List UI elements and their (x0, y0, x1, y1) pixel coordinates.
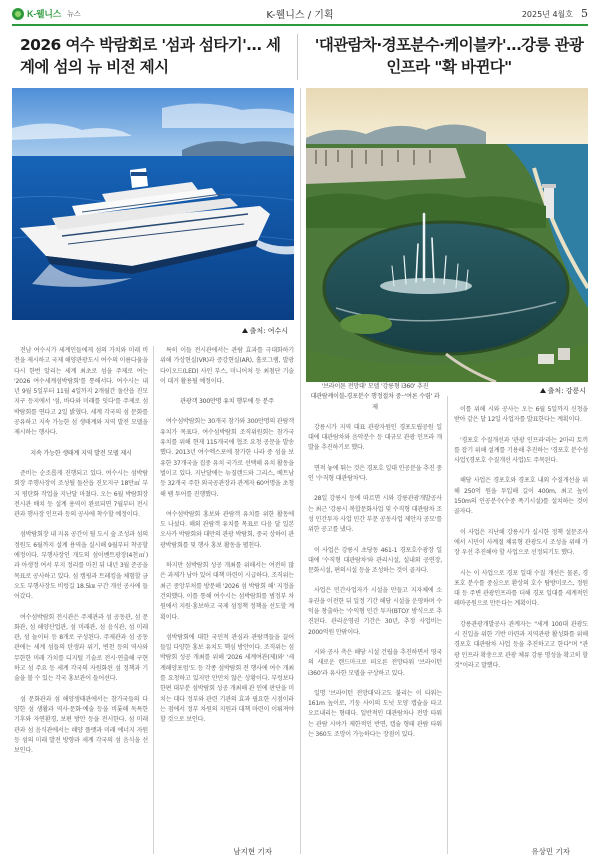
right-photo-caption (540, 386, 586, 396)
paragraph: 여수섬박람회 전시관은 주제관과 섬 공동관, 섬 문화관, 섬 해양산업관, 섬 미래관, 섬 음식관, 섬 미래관, 섬 놀이터 등 8개로 구성된다. 주제관과 섬 공동관에는 세계 섬들의 탄생과 위기, 변천 등의 역사와 무한한 미래 가치를 디지털 기술로 전시·연출해 구현하고 섬 주요 등 세계 각국의 자원화된 섬 정책과 기술을 볼 수 있는 각국 홍보관이 들어선다. (14, 613, 148, 683)
paragraph: 섬박람회에 대한 국민적 관심과 관람객들을 끌어들일 다양한 홍보 유치도 핵심 방안이다. 조직위는 섬박람회 성공 개최를 위해 '2026 세계여관(제)와' '세계해양포럼'도 등 각종 섬박람회 전 행사에 여수 개최를 요청하고 있지만 만만치 않은 상황이다. 부렁보다 한편 대부분 섬박람회 성공 개최해 관 인에 판단을 미치는 대다 정부와 관련 기관의 효과 필요한 시점이라는 점에서 정부 차원의 지원과 대책 마련이 이뤄져야 할 것으로 보인다. (160, 633, 294, 724)
paragraph: 준비는 순조롭게 진행되고 있다. 여수시는 섬박람회장 주행사장이 조성될 돌산읍 진모지구 18만㎡ 부지 평탄화 작업을 지난달 마쳤다. 오는 6월 박람회장 전시관 배치 등 설계 용역이 완료되면 7월부터 전시관과 행사장 인프라 등의 공사에 착수할 예정이다. (14, 469, 148, 519)
caption-triangle-icon (242, 328, 248, 333)
page-number: 5 (581, 7, 588, 20)
right-caption-text: 출처: 강릉시 (547, 387, 586, 395)
left-article-col-2 (160, 346, 294, 844)
paragraph: 하지만 섬박람회 성공 개최를 위해서는 여전히 많은 과제가 남아 있어 대책 마련이 시급하다. 조직위는 최근 중앙부처를 방문해 '2026 섬 박람회 해' 지정을 건의했다. 이를 통해 여수시는 섬박람회를 범정부 차원에서 지원·홍보하고 국제 섬정책 정책을 선도할 계획이다. (160, 562, 294, 621)
paragraph: 일명 '브라이턴 전망대'라고도 불리는 이 타워는 161m 높이로, 기둥 사이의 도넛 모양 캡슐을 타고 오르내리는 형태다. 일반적인 대관람차나 전망 타워는 관람 시야가 제한적인 반면, 캡슐 형태 관람 타워는 360도 조망이 가능하다는 장점이 있다. (308, 689, 442, 739)
paragraph: 시는 이 사업으로 경포 일대 수질 개선은 물론, 경포호 분수를 중심으로 환상의 호수 탐방미로스, 정원대 등 주변 관광인프라를 더해 경포 일대를 세계적인 테마공원으로 만든다는 계획이다. (454, 569, 588, 608)
caption-triangle-icon (540, 388, 546, 393)
logo-sub: 뉴스 (67, 10, 81, 18)
paragraph: 시와 공사 측은 해당 시설 건립을 추진하면서 영국의 새로운 랜드마크로 떠오른 전망타워 '브라이턴 i360'과 유사한 모델을 구상하고 있다. (308, 648, 442, 677)
subheading: 지속 가능한 생태계 지역 발전 모델 제시 (30, 449, 132, 457)
masthead (12, 6, 588, 22)
paragraph: 특히 이들 전시관에서는 관람 효과를 극대화하기 위해 가상현실(VR)과 증강현실(AR), 홀로그램, 발광다이오드(LED) 사인 부스, 미니어처 등 최첨단 기술이 대거 활용될 예정이다. (160, 347, 294, 385)
column-divider (447, 396, 448, 854)
paragraph: 이를 위해 시와 공사는 오는 6월 5일까지 신청을 받아 같은 달 12일 사업자를 발표한다는 계획이다. (454, 406, 588, 424)
left-byline: 남지현 기자 (233, 847, 272, 856)
paragraph: 28일 강릉시 등에 따르면 시와 강릉관광개발공사는 최근 '강릉시 복합문화사업 및 수직형 대관람차 조성 민간투자 사업 민간 부문 공동사업 제안자 공모'를 위한 공고를 냈다. (308, 495, 442, 534)
paragraph: 사업은 민간사업자가 시설을 만들고 지자체에 소유권을 이전한 뒤 일정 기간 해당 시설을 운영하며 수익을 창출하는 '수익형 민간 투자(BTO)' 방식으로 추진된다. 관리운영권 기간은 30년, 추정 사업비는 2000억원 안팎이다. (308, 587, 442, 636)
paragraph: 여수섬박람회는 30개국 참가와 300만명의 관람객 유치가 목표다. 여수섬박람회 조직위원회는 참가국 유치를 위해 현재 115개국에 협조 요청 공문을 발송했다. 2013년 여수엑스포에 참가한 나라 중 섬을 보유한 37개국을 집중 유치 국가로 선택해 유치 활동을 벌이고 있다. 지난달에는 뉴질랜드와 그리스, 베트남 등 32개국 주한 외국공관장과 관계자 60여명을 초청해 팸 투어를 진행했다. (160, 418, 294, 498)
dateline (522, 7, 588, 20)
section-title: K-웰니스 / 기획 (266, 10, 334, 21)
issue-date: 2025년 4월호 (521, 10, 573, 19)
left-headline: 2026 여수 박람회로 '섬과 섬타기'… 세계에 섬의 뉴 비전 제시 (20, 36, 281, 76)
right-article-col-1 (308, 382, 442, 844)
headline-divider (297, 34, 298, 80)
paragraph: 강릉시가 지역 대표 관광자원인 경포도립공원 일대에 대관람차와 음악분수 등 대규모 관광 인프라 개발을 추진하기로 했다. (308, 423, 442, 452)
paragraph: 여수섬박람회 홍보와 관람객 유치를 위한 활동에도 나섰다. 해외 관람객 유치를 목표로 다음 달 일본 오사카 박람회와 대만의 관광 박람회, 중국 상하이 관광박람회를 및 행사 홍보 활동을 펼친다. (160, 510, 294, 549)
cruise-ship-photo (12, 88, 294, 320)
right-byline: 유상민 기자 (531, 847, 570, 856)
paragraph: 이 사업은 강릉시 초당동 461-1 경포호수광장 일대에 '수직형 대관람차'와 관리시설, 실내외 공연장, 문화시설, 편의시설 등을 조성하는 것이 골자다. (308, 546, 442, 575)
subheading: 관광객 300만명 유치 행부에 등 분주 (180, 398, 274, 406)
paragraph: 전남 여수시가 세계인들에게 섬의 가치와 미래 비전을 제시하고 국제 해양관광도시 여수의 이름다움을 다시 한번 알리는 세계 최초로 섬을 주제로 여는 '2026 여수세계섬박람회'를 통해서다. 여수시는 내년 9월 5일부터 11월 4일까지 2개월간 돌산읍 진모지구 등지에서 '섬, 바다와 미래를 잇다'를 주제로 섬박람회를 연다고 2일 밝혔다. 세계 각국의 섬 문화를 공유하고 지속 가능한 섬 생태계와 지역 발전 모델을 제시하는 행사다. (14, 347, 148, 437)
left-photo-caption (242, 326, 288, 336)
paragraph: 해당 사업은 경포호와 경포호 내외 수질개선을 위해 250억 원을 투입해 길이 400m, 최고 높이 150m의 인공분수(수중 폭기시설)를 설치하는 것이 골자다. (454, 477, 588, 516)
subheading: 대관람케이블-경포분수 행정절차 중··'여론 수렴' 과제 (310, 393, 440, 411)
header-rule (12, 24, 588, 26)
right-article-col-2 (454, 405, 588, 845)
paragraph: 면적 놓에 뛰는 것은 경포호 일대 인공분을 추진 중인 '수직형 대관람차'다. (308, 464, 442, 483)
paragraph: '경포호 수질개선과 '관광 인프라'라는 2마리 토끼를 잡기 위해 설계를 기용해 추진하는 '경포호 분수섬사업'(경포호 수질개선 사업)도 주목된다. (454, 436, 588, 465)
left-article-col-1 (14, 346, 148, 854)
paragraph: 강릉관광개발공사 관계자는 "세계 100대 관광도시 진입을 위한 기반 마련과 지역관광 활성화를 위해 경포호 대관람차 사업 등을 추진하고고 한다"며 "관광 인프라 확충으로 관광 체류 강릉 명성을 확고히 할 것"이라고 말했다. (454, 620, 588, 669)
fountain-lake-photo (306, 88, 588, 382)
right-headline: '대관람차·경포분수·케이블카'…강릉 관광 인프라 "확 바뀐다" (314, 36, 584, 76)
column-divider (153, 346, 154, 854)
article-divider (300, 88, 301, 854)
paragraph: 섬박람회장 내 지유 공간이 될 도시 숲 조성과 섬의 정원도 6월까지 설계 용역을 실시해 9월부터 착공할 예정이다. 부행사장인 개도의 섬이벤트광장(4천㎡)과 아생정 여서 부지 정리를 마친 뒤 내년 3월 준공을 목표로 공사하고 있다. 섬 캠핑과 트레킹을 체험할 금오도 부행사장도 비렁길 18.5㎞ 구간 개선 공사에 들어갔다. (14, 531, 148, 601)
left-caption-text: 출처: 여수시 (249, 327, 288, 335)
logo-text: K-웰니스 (27, 9, 62, 19)
paragraph: 이 사업은 지난해 강릉시가 실시한 정책 설문조사에서 시민이 사계절 체류형 관광도시 조성을 위해 가장 우선 추진해야 할 사업으로 선정되기도 했다. (454, 528, 588, 557)
subheading: '브라이튼 전망대' 모델 '강릉형 i360' 추진 (321, 383, 429, 390)
paragraph: 섬 문화관과 섬 해양생태관에서는 참가국들의 다양한 섬 생활과 역사·문화·예술 등을 비롯해 독특한 기후와 자연환경, 보편 방안 등을 전시한다. 섬 미래관과 섬 음식관에서는 해양 플랫과 미래 에너지 자원 등 섬의 미래 발전 방향과 세계 각국의 섬 음식을 선보인다. (14, 695, 148, 755)
